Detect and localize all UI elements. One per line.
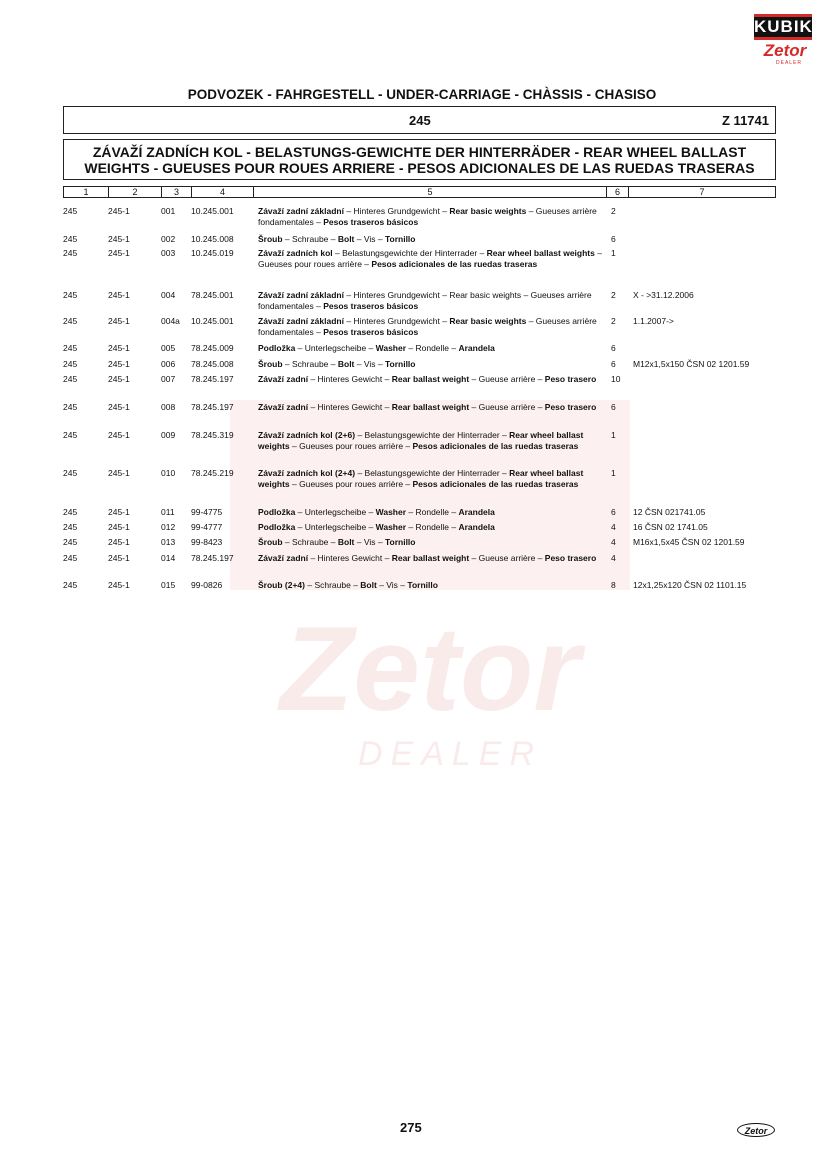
description-bold: Pesos traseros básicos	[323, 217, 419, 227]
cell-position: 009	[161, 430, 176, 440]
column-header: 5	[254, 187, 607, 197]
cell-description	[258, 507, 603, 518]
cell-description	[258, 537, 603, 548]
description-text: – Schraube –	[282, 234, 338, 244]
description-text: – Gueuse arrière –	[469, 402, 545, 412]
cell-quantity: 4	[611, 537, 616, 547]
description-text: – Gueuse arrière –	[469, 374, 545, 384]
cell-part-number: 78.245.319	[191, 430, 234, 440]
cell-note: M12x1,5x150 ČSN 02 1201.59	[633, 359, 750, 369]
cell-position: 004a	[161, 316, 180, 326]
description-bold: Washer	[375, 507, 407, 517]
cell-group: 245	[63, 537, 78, 547]
description-bold: Rear basic weights	[449, 206, 527, 216]
cell-position: 008	[161, 402, 176, 412]
cell-note: M16x1,5x45 ČSN 02 1201.59	[633, 537, 745, 547]
description-text: – Hinteres Grundgewicht –	[343, 316, 450, 326]
description-text: – Gueuses arrière fondamentales –	[258, 206, 597, 227]
cell-part-number: 78.245.197	[191, 553, 234, 563]
description-bold: Pesos adicionales de las ruedas traseras	[412, 479, 579, 489]
description-bold: Závaží zadní	[258, 553, 309, 563]
column-header: 3	[162, 187, 192, 197]
cell-subgroup: 245-1	[108, 248, 130, 258]
cell-position: 001	[161, 206, 176, 216]
cell-group: 245	[63, 359, 78, 369]
cell-quantity: 4	[611, 553, 616, 563]
cell-subgroup: 245-1	[108, 507, 130, 517]
cell-quantity: 1	[611, 248, 616, 258]
description-text: – Vis –	[354, 537, 385, 547]
description-text: – Schraube –	[305, 580, 361, 590]
description-text: – Schraube –	[282, 359, 338, 369]
dealer-text: DEALER	[776, 60, 803, 66]
title-box	[63, 139, 776, 180]
cell-subgroup: 245-1	[108, 522, 130, 532]
cell-group: 245	[63, 343, 78, 353]
description-bold: Washer	[375, 343, 407, 353]
cell-group: 245	[63, 374, 78, 384]
description-text: – Hinteres Grundgewicht – Rear basic weights – Gueuses arrière fondamentales –	[258, 290, 592, 311]
description-text: – Unterlegscheibe –	[295, 343, 376, 353]
description-text: – Gueuse arrière –	[469, 553, 545, 563]
description-bold: Rear wheel ballast weights	[258, 430, 584, 451]
description-text: – Unterlegscheibe –	[295, 522, 376, 532]
cell-note: 16 ČSN 02 1741.05	[633, 522, 708, 532]
description-bold: Pesos adicionales de las ruedas traseras	[412, 441, 579, 451]
description-bold: Peso trasero	[544, 553, 597, 563]
cell-group: 245	[63, 553, 78, 563]
cell-quantity: 10	[611, 374, 621, 384]
title-line-1: ZÁVAŽÍ ZADNÍCH KOL - BELASTUNGS-GEWICHTE DER HINTERRÄDER - REAR WHEEL BALLAST	[92, 144, 747, 160]
cell-quantity: 6	[611, 359, 616, 369]
kubik-logo	[754, 14, 812, 40]
cell-quantity: 2	[611, 206, 616, 216]
description-text: – Vis –	[354, 234, 385, 244]
cell-group: 245	[63, 468, 78, 478]
description-bold: Rear ballast weight	[391, 374, 470, 384]
cell-quantity: 6	[611, 234, 616, 244]
cell-part-number: 99-4777	[191, 522, 223, 532]
cell-part-number: 78.245.197	[191, 374, 234, 384]
cell-subgroup: 245-1	[108, 402, 130, 412]
description-bold: Závaží zadní základní	[258, 290, 344, 300]
cell-position: 003	[161, 248, 176, 258]
description-text: – Hinteres Gewicht –	[308, 374, 392, 384]
cell-part-number: 10.245.008	[191, 234, 234, 244]
cell-subgroup: 245-1	[108, 537, 130, 547]
description-text: – Belastungsgewichte der Hinterrader –	[355, 468, 510, 478]
cell-group: 245	[63, 248, 78, 258]
cell-quantity: 2	[611, 316, 616, 326]
cell-position: 002	[161, 234, 176, 244]
description-text: – Schraube –	[282, 537, 338, 547]
description-bold: Závaží zadních kol	[258, 248, 333, 258]
description-bold: Rear ballast weight	[391, 553, 470, 563]
description-bold: Tornillo	[384, 537, 416, 547]
column-header: 1	[64, 187, 109, 197]
cell-group: 245	[63, 580, 78, 590]
cell-part-number: 10.245.019	[191, 248, 234, 258]
cell-description	[258, 290, 603, 312]
group-number: 245	[409, 113, 431, 128]
kubik-text: KUBIK	[754, 17, 813, 36]
description-bold: Závaží zadní	[258, 402, 309, 412]
section-header: PODVOZEK - FAHRGESTELL - UNDER-CARRIAGE - CHÀSSIS - CHASISO	[187, 87, 657, 102]
description-bold: Bolt	[337, 537, 355, 547]
cell-quantity: 6	[611, 402, 616, 412]
description-bold: Šroub	[258, 234, 283, 244]
cell-part-number: 78.245.219	[191, 468, 234, 478]
description-bold: Rear basic weights	[449, 316, 527, 326]
cell-part-number: 99-0826	[191, 580, 223, 590]
description-bold: Tornillo	[384, 359, 416, 369]
cell-quantity: 8	[611, 580, 616, 590]
cell-description	[258, 248, 603, 270]
cell-part-number: 99-8423	[191, 537, 223, 547]
description-text: – Unterlegscheibe –	[295, 507, 376, 517]
cell-group: 245	[63, 316, 78, 326]
description-text: – Rondelle –	[406, 507, 459, 517]
cell-part-number: 10.245.001	[191, 316, 234, 326]
description-text: – Vis –	[376, 580, 408, 590]
zetor-logo-text: Zetor	[763, 41, 807, 60]
cell-position: 010	[161, 468, 176, 478]
description-bold: Peso trasero	[544, 374, 597, 384]
cell-description	[258, 316, 603, 338]
cell-note: 12 ČSN 021741.05	[633, 507, 706, 517]
title-line-2: WEIGHTS - GUEUSES POUR ROUES ARRIERE - PESOS ADICIONALES DE LAS RUEDAS TRASERAS	[84, 160, 755, 176]
description-bold: Bolt	[360, 580, 377, 590]
group-box	[63, 106, 776, 134]
cell-position: 011	[161, 507, 175, 517]
watermark-sub: DEALER	[357, 735, 543, 773]
description-text: – Rondelle –	[406, 343, 459, 353]
cell-description	[258, 374, 603, 385]
cell-description	[258, 343, 603, 354]
description-bold: Závaží zadní	[258, 374, 309, 384]
description-bold: Šroub (2+4)	[258, 580, 305, 590]
description-bold: Podložka	[258, 507, 296, 517]
watermark-brand: Zetor	[280, 602, 580, 736]
description-text: – Gueuses arrière fondamentales –	[258, 316, 597, 337]
cell-subgroup: 245-1	[108, 234, 130, 244]
cell-subgroup: 245-1	[108, 316, 130, 326]
description-bold: Arandela	[458, 507, 495, 517]
description-text: – Gueuses pour roues arrière –	[289, 479, 413, 489]
cell-quantity: 6	[611, 343, 616, 353]
cell-part-number: 99-4775	[191, 507, 223, 517]
description-bold: Tornillo	[384, 234, 416, 244]
description-bold: Závaží zadních kol (2+6)	[258, 430, 356, 440]
cell-position: 013	[161, 537, 176, 547]
drawing-reference: Z 11741	[722, 113, 769, 128]
description-text: – Gueuses pour roues arrière –	[258, 248, 602, 269]
description-bold: Šroub	[258, 359, 283, 369]
description-bold: Bolt	[337, 234, 355, 244]
cell-subgroup: 245-1	[108, 359, 130, 369]
cell-description	[258, 430, 603, 452]
cell-description	[258, 402, 603, 413]
cell-subgroup: 245-1	[108, 206, 130, 216]
cell-position: 007	[161, 374, 176, 384]
cell-quantity: 1	[611, 468, 616, 478]
description-bold: Pesos traseros básicos	[323, 327, 419, 337]
cell-quantity: 4	[611, 522, 616, 532]
cell-quantity: 1	[611, 430, 616, 440]
description-bold: Tornillo	[407, 580, 438, 590]
description-text: – Gueuses pour roues arrière –	[289, 441, 413, 451]
description-bold: Závaží zadních kol (2+4)	[258, 468, 356, 478]
cell-subgroup: 245-1	[108, 553, 130, 563]
cell-note: 12x1,25x120 ČSN 02 1101.15	[633, 580, 747, 590]
cell-group: 245	[63, 290, 78, 300]
cell-group: 245	[63, 522, 78, 532]
description-text: – Belastungsgewichte der Hinterrader –	[332, 248, 487, 258]
cell-group: 245	[63, 234, 78, 244]
cell-position: 004	[161, 290, 176, 300]
cell-position: 005	[161, 343, 176, 353]
cell-part-number: 78.245.008	[191, 359, 234, 369]
cell-group: 245	[63, 507, 78, 517]
page-number: 275	[400, 1120, 422, 1135]
footer-zetor-logo: Zetor	[737, 1123, 775, 1137]
cell-note: 1.1.2007->	[633, 316, 674, 326]
cell-description	[258, 553, 603, 564]
kubik-zetor-logo	[754, 14, 812, 66]
cell-group: 245	[63, 206, 78, 216]
cell-part-number: 78.245.197	[191, 402, 234, 412]
description-text: – Rondelle –	[406, 522, 459, 532]
column-header: 2	[109, 187, 162, 197]
cell-position: 006	[161, 359, 176, 369]
column-header: 7	[699, 187, 705, 197]
description-text: – Belastungsgewichte der Hinterrader –	[355, 430, 510, 440]
column-header: 6	[607, 187, 629, 197]
description-bold: Pesos traseros básicos	[323, 301, 419, 311]
description-bold: Arandela	[458, 522, 495, 532]
cell-subgroup: 245-1	[108, 580, 130, 590]
description-text: – Hinteres Gewicht –	[308, 553, 392, 563]
cell-part-number: 10.245.001	[191, 206, 234, 216]
cell-description	[258, 206, 603, 228]
description-text: – Hinteres Gewicht –	[308, 402, 392, 412]
cell-quantity: 2	[611, 290, 616, 300]
cell-group: 245	[63, 430, 78, 440]
description-bold: Washer	[375, 522, 407, 532]
cell-part-number: 78.245.001	[191, 290, 234, 300]
description-text: – Hinteres Grundgewicht –	[343, 206, 450, 216]
cell-description	[258, 580, 603, 591]
description-bold: Arandela	[458, 343, 495, 353]
description-bold: Rear ballast weight	[391, 402, 470, 412]
cell-description	[258, 468, 603, 490]
description-bold: Rear wheel ballast weights	[486, 248, 595, 258]
description-bold: Pesos adicionales de las ruedas traseras	[371, 259, 538, 269]
cell-description	[258, 234, 603, 245]
description-text: – Vis –	[354, 359, 385, 369]
cell-position: 014	[161, 553, 176, 563]
cell-position: 012	[161, 522, 176, 532]
cell-subgroup: 245-1	[108, 430, 130, 440]
column-header-row	[63, 186, 776, 198]
cell-group: 245	[63, 402, 78, 412]
cell-quantity: 6	[611, 507, 616, 517]
description-bold: Závaží zadní základní	[258, 206, 344, 216]
description-bold: Bolt	[337, 359, 355, 369]
cell-note: X - >31.12.2006	[633, 290, 694, 300]
description-bold: Podložka	[258, 343, 296, 353]
cell-part-number: 78.245.009	[191, 343, 234, 353]
cell-subgroup: 245-1	[108, 374, 130, 384]
description-bold: Šroub	[258, 537, 283, 547]
cell-subgroup: 245-1	[108, 290, 130, 300]
column-header: 4	[192, 187, 254, 197]
description-bold: Podložka	[258, 522, 296, 532]
description-bold: Rear wheel ballast weights	[258, 468, 584, 489]
cell-subgroup: 245-1	[108, 468, 130, 478]
cell-subgroup: 245-1	[108, 343, 130, 353]
cell-description	[258, 359, 603, 370]
description-bold: Peso trasero	[544, 402, 597, 412]
cell-description	[258, 522, 603, 533]
description-bold: Závaží zadní základní	[258, 316, 344, 326]
cell-position: 015	[161, 580, 176, 590]
